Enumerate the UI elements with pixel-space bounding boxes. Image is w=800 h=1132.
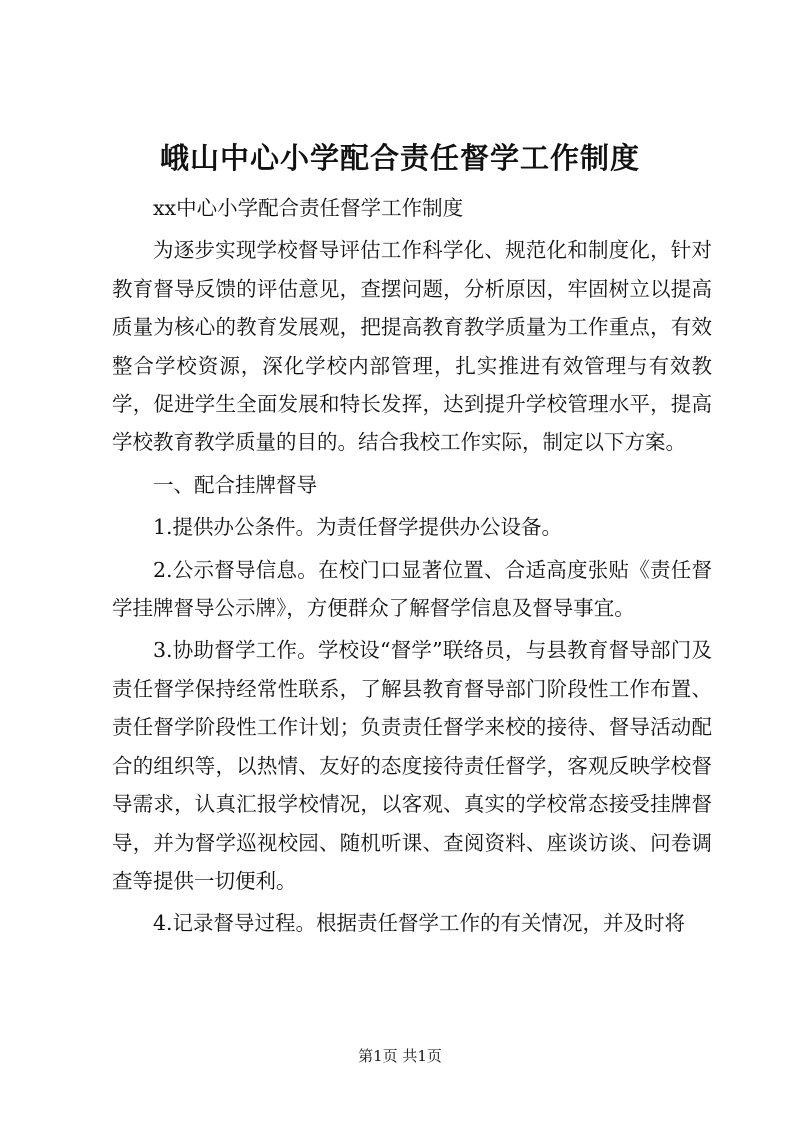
body-paragraph: 为逐步实现学校督导评估工作科学化、规范化和制度化，针对教育督导反馈的评估意见，查摆问题，分析原因，牢固树立以提高质量为核心的教育发展观，把提高教育教学质量为工作重点，有效整合学校资源，深化学校内部管理，扎实推进有效管理与有效教学，促进学生全面发展和特长发挥，达到提升学校管理水平，提高学校教育教学质量的目的。结合我校工作实际，制定以下方案。 (112, 238, 712, 455)
body-paragraph: 2.公示督导信息。在校门口显著位置、合适高度张贴《责任督学挂牌督导公示牌》，方便群众了解督学信息及督导事宜。 (112, 557, 712, 621)
document-body (112, 189, 712, 943)
document-title: 峨山中心小学配合责任督学工作制度 (159, 141, 640, 175)
body-paragraph: 3.协助督学工作。学校设“督学”联络员，与县教育督导部门及责任督学保持经常性联系，了解县教育督导部门阶段性工作布置、责任督学阶段性工作计划；负责责任督学来校的接待、督导活动配合的组织等，以热情、友好的态度接待责任督学，客观反映学校督导需求，认真汇报学校情况，以客观、真实的学校常态接受挂牌督导，并为督学巡视校园、随机听课、查阅资料、座谈访谈、问卷调查等提供一切便利。 (112, 638, 712, 893)
body-paragraph: 4.记录督导过程。根据责任督学工作的有关情况，并及时将 (153, 911, 686, 936)
body-paragraph: xx中心小学配合责任督学工作制度 (153, 196, 464, 220)
page-footer: 第1页 共1页 (358, 1047, 442, 1065)
section-heading: 一、配合挂牌督导 (153, 472, 317, 497)
body-paragraph: 1.提供办公条件。为责任督学提供办公设备。 (153, 515, 563, 540)
